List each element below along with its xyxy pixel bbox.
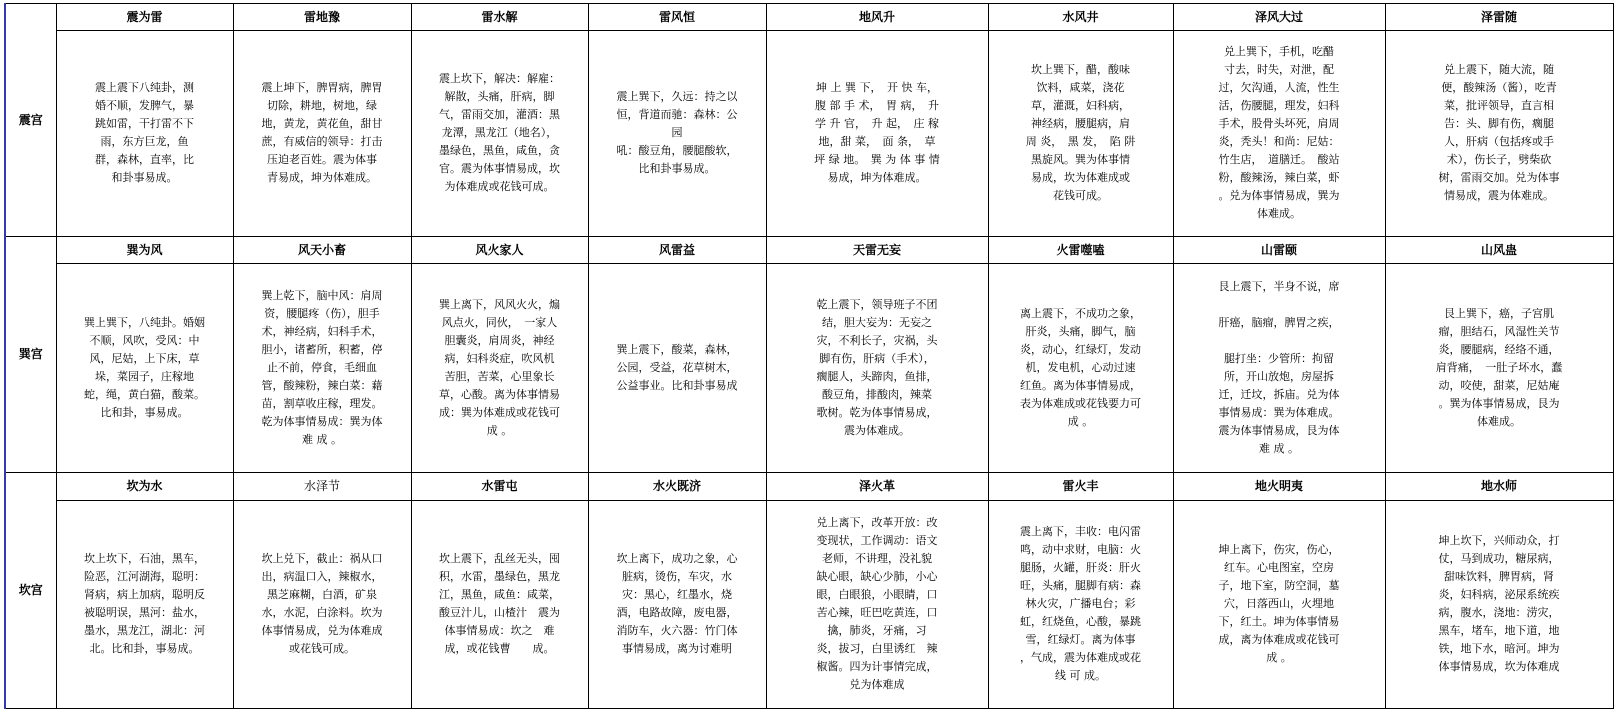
hexagram-table xyxy=(4,3,1614,709)
hexagram-description: 巽上乾下，脑中风：肩周 资，腰腿疼（伤），胆手 术，神经病，妇科手术， 胆小，诸蓄所，积蓄，停 止不前，停食，毛细血 管，酸辣粉，辣白菜：藉 苗，割草收庄稼，理发。 乾为体事情易成：巽为体 难 成 。 xyxy=(233,263,411,472)
hexagram-title: 风天小畜 xyxy=(233,236,411,263)
hexagram-title: 泽风大过 xyxy=(1173,4,1385,31)
hexagram-title: 地火明夷 xyxy=(1173,472,1385,500)
hexagram-description: 艮上震下，半身不说，席 肝癌，脑瘤，脾胃之疾， 腿打坐：少管所：拘留 所，开山放炮，房屋拆 迁，迁坟，拆庙。兑为体 事情易成：巽为体难成。 震为体事情易成，艮为体 难 成 。 xyxy=(1173,263,1385,472)
hexagram-description: 坎上坎下，石油，黑车， 险恶，江河湖海，聪明： 肾病，病上加病，聪明反 被聪明误，黑河：盐水， 墨水，黑龙江，湖北：河 北。比和卦，事易成。 xyxy=(56,500,233,708)
hexagram-title: 水风井 xyxy=(988,4,1173,31)
palace-label: 坎宫 xyxy=(5,472,56,708)
hexagram-title: 震为雷 xyxy=(56,4,233,31)
hexagram-title: 泽火革 xyxy=(766,472,988,500)
hexagram-title: 坎为水 xyxy=(56,472,233,500)
hexagram-description: 震上坎下，解决：解雇： 解散，头痛，肝病，脚 气，雷雨交加，灌酒：黑 龙潭，黑龙江（地名）， 墨绿色，黑鱼，咸鱼，贪 官。震为体事情易成，坎 为体难成或花钱可成。 xyxy=(411,30,588,236)
palace-label: 巽宫 xyxy=(5,236,56,472)
hexagram-description: 坤上离下，伤灾，伤心， 红车。心电图室，空房 子，地下室，防空洞，墓 穴，日落西山，火埋地 下，红土。坤为体事情易 成，离为体难成或花钱可 成 。 xyxy=(1173,500,1385,708)
hexagram-description: 震上坤下，脾胃病，脾胃 切除，耕地，树地，绿 地，黄龙，黄花鱼，甜甘 蔗，有威信的领导：打击 压迫老百姓。震为体事 青易成，坤为体难成。 xyxy=(233,30,411,236)
hexagram-description: 兑上震下，随大流，随 便，酸辣汤（酱），吃青 菜，批评领导，直言相 告：头、脚有伤，瘸腿 人，肝病（包括疼或手 术），伤长子，劈柴砍 树，雷雨交加。兑为体事 情易成，震为体难成。 xyxy=(1385,30,1613,236)
hexagram-description: 离上震下，不成功之象， 肝炎，头痛，脚气，脑 炎，动心，红绿灯，发动 机，发电机，心动过速 红鱼。离为体事情易成， 表为体难成或花钱要力可 成 。 xyxy=(988,263,1173,472)
hexagram-title: 雷水解 xyxy=(411,4,588,31)
hexagram-title: 水火既济 xyxy=(588,472,766,500)
hexagram-description: 坎上震下，乱丝无头，囤 积，水雷，墨绿色，黑龙 江，黑鱼，咸鱼：咸菜， 酸豆汁儿，山楂汁 震为 体事情易成：坎之 难 成，或花钱曹 成。 xyxy=(411,500,588,708)
hexagram-title: 地风升 xyxy=(766,4,988,31)
hexagram-description: 震上巽下，久远：持之以 恒，背道而驰：森林：公 园 吼：酸豆角，腰腿酸软， 比和卦事易成。 xyxy=(588,30,766,236)
hexagram-description: 巽上巽下，八纯卦。婚姻 不顺，风吹，受风：中 风，尼姑，上下床，草 垛，菜园子，庄稼地 蛇，绳，黄白猫，酸菜。 比和卦，事易成。 xyxy=(56,263,233,472)
hexagram-title: 雷地豫 xyxy=(233,4,411,31)
hexagram-description: 坎上离下，成功之象，心 脏病，烫伤，车灾，水 灾：黑心，红墨水，烧 酒，电路故障，废电器， 消防车，火六器：竹门体 事情易成，离为讨难明 xyxy=(588,500,766,708)
hexagram-title: 雷火丰 xyxy=(988,472,1173,500)
hexagram-description: 巽上离下，风风火火，煽 风点火，同伙， 一家人 胆囊炎，肩周炎，神经 病，妇科炎症，吹风机 苦胆，苦菜，心里象长 草，心酸。离为体事情易 成：巽为体难成或花钱可 成 。 xyxy=(411,263,588,472)
hexagram-description: 震上震下八纯卦，测 婚不顺，发脾气，暴 跳如雷，干打雷不下 雨，东方巨龙，鱼 群，森林，直率，比 和卦事易成。 xyxy=(56,30,233,236)
hexagram-description: 兑上离下，改革开放：改 变现状，工作调动：语文 老师，不讲理，没礼貌 缺心眼，缺心少肺，小心 眼，白眼狼，小眼睛，口 苦心辣，旺巴吃黄连，口 擒，肺炎，牙痛，习 炎，拔习，白里诱红 辣 椒酱。四为计事情完成， 兑为体难成 xyxy=(766,500,988,708)
hexagram-title: 水泽节 xyxy=(233,472,411,500)
hexagram-description: 坤上坎下，兴师动众，打 仗，马到成功，糖尿病， 甜味饮料，脾胃病，肾 炎，妇科病，泌尿系统疾 病，腹水，浇地：涝灾， 黑车，堵车，地下道，地 铁，地下水，暗河。坤为 体事情易成，坎为体难成 xyxy=(1385,500,1613,708)
hexagram-description: 坎上兑下，截止：祸从口 出，病温口入，辣椒水， 黑芝麻糊，白酒，矿泉 水，水泥，白涂料。坎为 体事情易成，兑为体难成 或花钱可成。 xyxy=(233,500,411,708)
hexagram-title: 地水师 xyxy=(1385,472,1613,500)
hexagram-title: 山雷颐 xyxy=(1173,236,1385,263)
hexagram-description: 坤 上 巽 下， 开 快 车， 腹 部 手 术， 胃 病， 升 学 升 官， 升 起， 庄 稼 地，甜 菜， 面 条， 草 坪 绿 地。 巽 为 体 事 情 易成，坤为体难成。 xyxy=(766,30,988,236)
hexagram-title: 水雷屯 xyxy=(411,472,588,500)
hexagram-title: 泽雷随 xyxy=(1385,4,1613,31)
hexagram-title: 风雷益 xyxy=(588,236,766,263)
hexagram-description: 震上离下，丰收：电闪雷 鸣，动中求财，电脑：火 腿肠，火罐，肝炎：肝火 旺，头痛，腿脚有病：森 林火灾，广播电台；彩 虹，红烧鱼，心酸，暴跳 雪，红绿灯。离为体事 ，气成，震为体难成或花 线 可 成。 xyxy=(988,500,1173,708)
hexagram-title: 火雷噬嗑 xyxy=(988,236,1173,263)
hexagram-title: 风火家人 xyxy=(411,236,588,263)
hexagram-description: 巽上震下，酸菜，森林， 公园，受益，花草树木， 公益事业。比和卦事易成 xyxy=(588,263,766,472)
hexagram-title: 天雷无妄 xyxy=(766,236,988,263)
hexagram-description: 乾上震下，领导班子不团 结，胆大妄为：无妄之 灾，不利长子，灾祸，头 脚有伤，肝病（手术）， 瘸腿人，头蹄肉，鱼排， 酸豆角，排酸肉，辣菜 歌树。乾为体事情易成， 震为体难成。 xyxy=(766,263,988,472)
hexagram-description: 坎上巽下，醋，酸味 饮料，咸菜，浇花 草，灌溉，妇科病， 神经病，腰腿病，肩 周 炎， 黑 发， 陷 阱 黑旋风。巽为体事情 易成，坎为体难成或 花钱可成。 xyxy=(988,30,1173,236)
hexagram-title: 巽为风 xyxy=(56,236,233,263)
palace-label: 震宫 xyxy=(5,4,56,237)
hexagram-description: 艮上巽下，癌，子宫肌 瘤，胆结石，风湿性关节 炎，腰腿病，经络不通， 肩背痛， 一肚子坏水，蠢 动，咬使，甜菜，尼姑庵 。巽为体事情易成，艮为 体难成。 xyxy=(1385,263,1613,472)
hexagram-title: 雷风恒 xyxy=(588,4,766,31)
hexagram-title: 山风蛊 xyxy=(1385,236,1613,263)
hexagram-description: 兑上巽下，手机，吃醋 寸去，时失，对泄，配 过，欠沟通，人流，性生 活，伤腰腿，理发，妇科 手术，股骨头坏死，肩周 炎，秃头！和尚：尼姑： 竹生店， 道膳迁。 酸站 粉，酸辣汤，辣白菜，虾 。兑为体事情易成，巽为 体难成。 xyxy=(1173,30,1385,236)
